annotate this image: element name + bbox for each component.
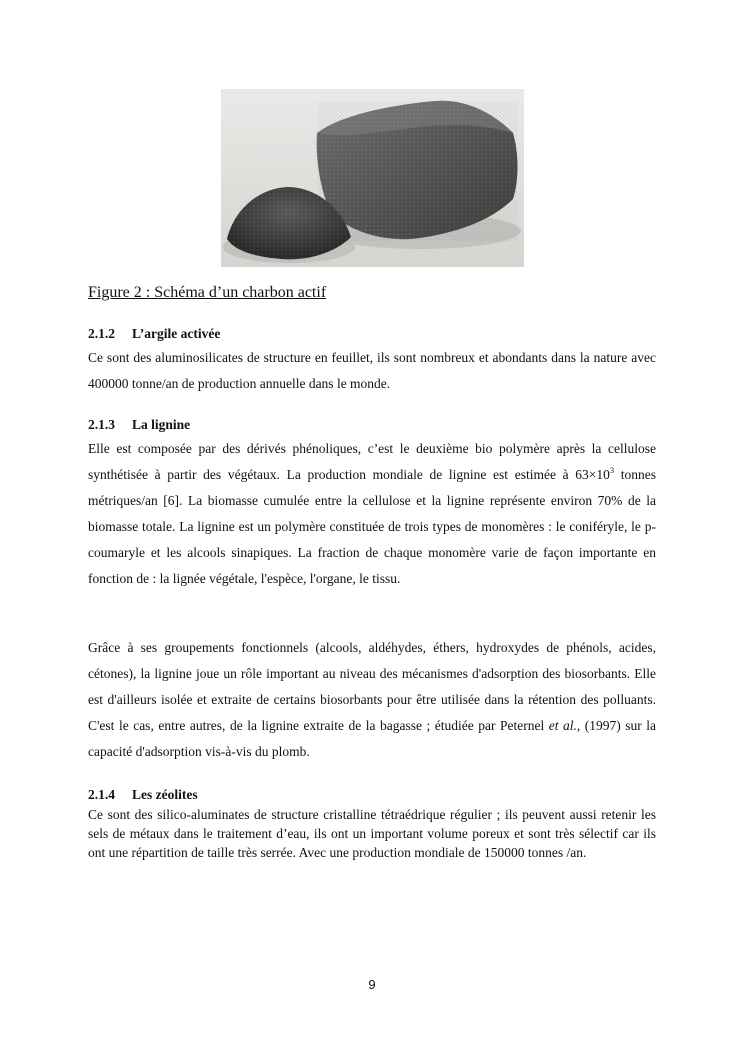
italic-run: et al.,: [548, 718, 581, 733]
figure-caption: Figure 2 : Schéma d’un charbon actif: [88, 284, 327, 301]
paragraph-lignine-1: [88, 436, 656, 592]
section-heading-2-1-3: [88, 417, 190, 433]
text-run: Elle est composée par des dérivés phénoliques, c’est le deuxième bio polymère après la cellulose synthétisée à partir des végétaux. La production mondiale de lignine est estimée à 63×10: [88, 441, 656, 482]
section-heading-2-1-2: [88, 326, 220, 342]
section-number: 2.1.2: [88, 326, 115, 341]
text-run: tonnes métriques/an [6]. La biomasse cumulée entre la cellulose et la lignine représente environ 70% de la biomasse totale. La lignine est un polymère constituée de trois types de monomères : le coniféryle, le p-coumaryle et les alcools sinapiques. La fraction de chaque monomère varie de façon importante en fonction de : la lignée végétale, l'espèce, l'organe, le tissu.: [88, 467, 657, 586]
activated-carbon-photo: [221, 89, 524, 267]
section-title: Les zéolites: [132, 787, 198, 802]
text-run: Grâce à ses groupements fonctionnels (alcools, aldéhydes, éthers, hydroxydes de phénols, acides, cétones), la lignine joue un rôle important au niveau des mécanismes d'adsorption des biosorbants. Elle est d'ailleurs isolée et extraite de certains biosorbants pour être utilisée dans la rétention des polluants. C'est le cas, entre autres, de la lignine extraite de la bagasse ; étudiée par Peternel: [88, 640, 656, 733]
superscript: 3: [609, 465, 615, 475]
paragraph-lignine-2: [88, 635, 656, 765]
section-number: 2.1.3: [88, 417, 115, 432]
section-title: La lignine: [132, 417, 191, 432]
section-heading-2-1-4: [88, 787, 198, 803]
paragraph-zeolites: Ce sont des silico-aluminates de structure cristalline tétraédrique régulier ; ils peuvent aussi retenir les sels de métaux dans le traitement d’eau, ils ont un important volume poreux et sont très sélectif car ils ont une répartition de taille très serrée. Avec une production mondiale de 150000 tonnes /an.: [88, 807, 656, 860]
section-number: 2.1.4: [88, 787, 115, 802]
page-number: 9: [368, 977, 376, 992]
section-title: L’argile activée: [132, 326, 221, 341]
text-run: (1997) sur la capacité d'adsorption vis-à-vis du plomb.: [88, 718, 657, 759]
paragraph-argile: Ce sont des aluminosilicates de structure en feuillet, ils sont nombreux et abondants dans la nature avec 400000 tonne/an de production annuelle dans le monde.: [88, 350, 656, 391]
